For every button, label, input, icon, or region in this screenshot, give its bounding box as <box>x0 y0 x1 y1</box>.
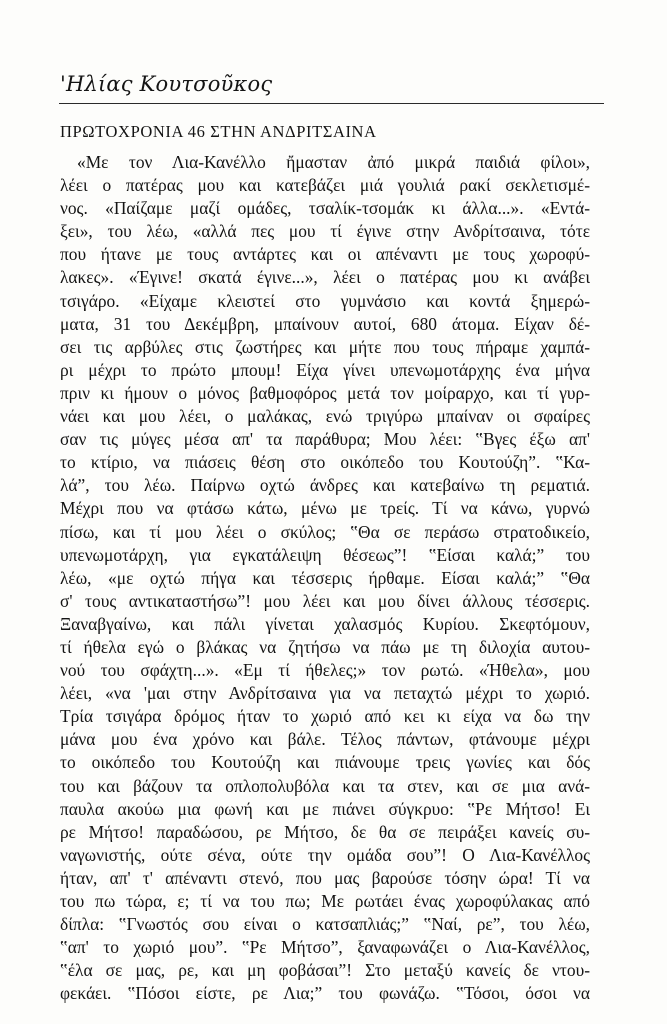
text-line: Ξαναβγαίνω, και πάλι γίνεται χαλασμός Κυρίου. Σκεφτόμουν, <box>60 613 590 634</box>
text-line: παυλα ακούω μια φωνή και με πιάνει σύγκρυο: ‟Ρε Μήτσο! Ει <box>60 798 590 819</box>
text-line: το οικόπεδο του Κουτούζη και πιάνουμε τρεις γωνίες και δός <box>60 752 590 773</box>
text-line: νος. «Παίζαμε μαζί ομάδες, τσαλίκ-τσομάκ κι άλλα...». «Εντά- <box>60 198 590 219</box>
text-line: πίσω, και τί μου λέει ο σκύλος; ‟Θα σε περάσω στρατοδικείο, <box>60 521 590 542</box>
text-line: ‟απ' το χωριό μου”. ‟Ρε Μήτσο”, ξαναφωνάζει ο Λια-Κανέλλος, <box>60 937 590 958</box>
header-rule <box>59 103 604 104</box>
text-line: δίπλα: ‟Γνωστός σου είναι ο κατσαπλιάς;” ‟Ναί, ρε”, του λέω, <box>60 914 590 935</box>
text-line: λέω, «με οχτώ πήγα και τέσσερις ήρθαμε. Είσαι καλά;” ‟Θα <box>60 567 590 588</box>
running-head-author: 'Ηλίας Κουτσοῦκος <box>60 72 273 96</box>
text-line: Μέχρι που να φτάσω κάτω, μένω με τρείς. Τί να κάνω, γυρνώ <box>60 498 590 519</box>
text-line: ξει», του λέω, «αλλά πες μου τί έγινε στην Ανδρίτσαινα, τότε <box>60 221 590 242</box>
text-line: ναγωνιστής, ούτε σένα, ούτε την ομάδα σου”! Ο Λια-Κανέλλος <box>60 844 590 865</box>
text-line: φεκάει. ‟Πόσοι είστε, ρε Λια;” του φωνάζω. ‟Τόσοι, όσοι να <box>60 983 590 1004</box>
text-line: τί ήθελα εγώ ο βλάκας να ζητήσω να πάω με τη διλοχία αυτου- <box>60 636 590 657</box>
text-line: σει τις αρβύλες στις ζωστήρες και μήτε που τους πήραμε χαμπά- <box>60 336 590 357</box>
section-title: ΠΡΩΤΟΧΡΟΝΙΑ 46 ΣΤΗΝ ΑΝΔΡΙΤΣΑΙΝΑ <box>60 122 377 141</box>
text-line: λακες». «Έγινε! σκατά έγινε...», λέει ο πατέρας μου κι ανάβει <box>60 267 590 288</box>
text-line: σαν τις μύγες μέσα απ' τα παράθυρα; Μου λέει: ‟Βγες έξω απ' <box>60 429 590 450</box>
text-line: «Με τον Λια-Κανέλλο ἤμασταν ἀπό μικρά παιδιά φίλοι», <box>77 152 590 172</box>
text-line: σ' τους αντικαταστήσω”! μου λέει και μου δίνει άλλους τέσσερις. <box>60 590 590 611</box>
text-line: του πω τώρα, ε; τί να του πω; Με ρωτάει ένας χωροφύλακας από <box>60 891 590 911</box>
text-line: υπενωμοτάρχη, για εγκατάλειψη θέσεως”! ‟Είσαι καλά;” του <box>60 544 590 565</box>
text-line: λέει ο πατέρας μου και κατεβάζει μιά γουλιά ρακί σεκλετισμέ- <box>60 175 590 196</box>
text-line: τσιγάρο. «Είχαμε κλειστεί στο γυμνάσιο και κοντά ξημερώ- <box>60 290 590 311</box>
text-line: που ήτανε με τους αντάρτες και οι απέναντι με τους χωροφύ- <box>60 244 590 265</box>
text-line: μάνα μου ένα χρόνο και βάλε. Τέλος πάντων, φτάνουμε μέχρι <box>60 729 590 750</box>
text-line: ρε Μήτσο! παραδώσου, ρε Μήτσο, δε θα σε πειράξει κανείς συ- <box>60 821 590 842</box>
text-line: νού του σφάχτη...». «Εμ τί ήθελες;» τον ρωτώ. «Ήθελα», μου <box>60 660 590 681</box>
text-line: λέει, «να 'μαι στην Ανδρίτσαινα για να πεταχτώ μέχρι το χωριό. <box>60 683 590 704</box>
text-line: Τρία τσιγάρα δρόμος ήταν το χωριό από κει κι είχα να δω την <box>60 706 590 727</box>
text-line: πριν κι ήμουν ο μόνος βαθμοφόρος μετά τον μοίραρχο, και τί γυρ- <box>60 382 590 403</box>
text-line: του και βάζουν τα οπλοπολυβόλα και τα στεν, και σε μια ανά- <box>60 775 590 796</box>
text-line: νάει και μου λέει, ο μαλάκας, ενώ τριγύρω μπαίναν οι σφαίρες <box>60 406 590 427</box>
text-line: ήταν, απ' τ' απέναντι στενό, που μας βαρούσε τόσην ώρα! Τί να <box>60 867 590 888</box>
text-line: λά”, του λέω. Παίρνω οχτώ άνδρες και κατεβαίνω τη ρεματιά. <box>60 475 590 496</box>
text-line: ‟έλα σε μας, ρε, και μη φοβάσαι”! Στο μεταξύ κανείς δε ντου- <box>60 960 590 981</box>
text-line: ματα, 31 του Δεκέμβρη, μπαίνουν αυτοί, 680 άτομα. Είχαν δέ- <box>60 313 590 334</box>
text-line: ρι μέχρι το πρώτο μπουμ! Είχα γίνει υπενωμοτάρχης ένα μήνα <box>60 359 590 380</box>
body-text <box>60 151 590 1005</box>
text-line: το κτίριο, να πιάσεις θέση στο οικόπεδο του Κουτούζη”. ‟Κα- <box>60 452 590 473</box>
